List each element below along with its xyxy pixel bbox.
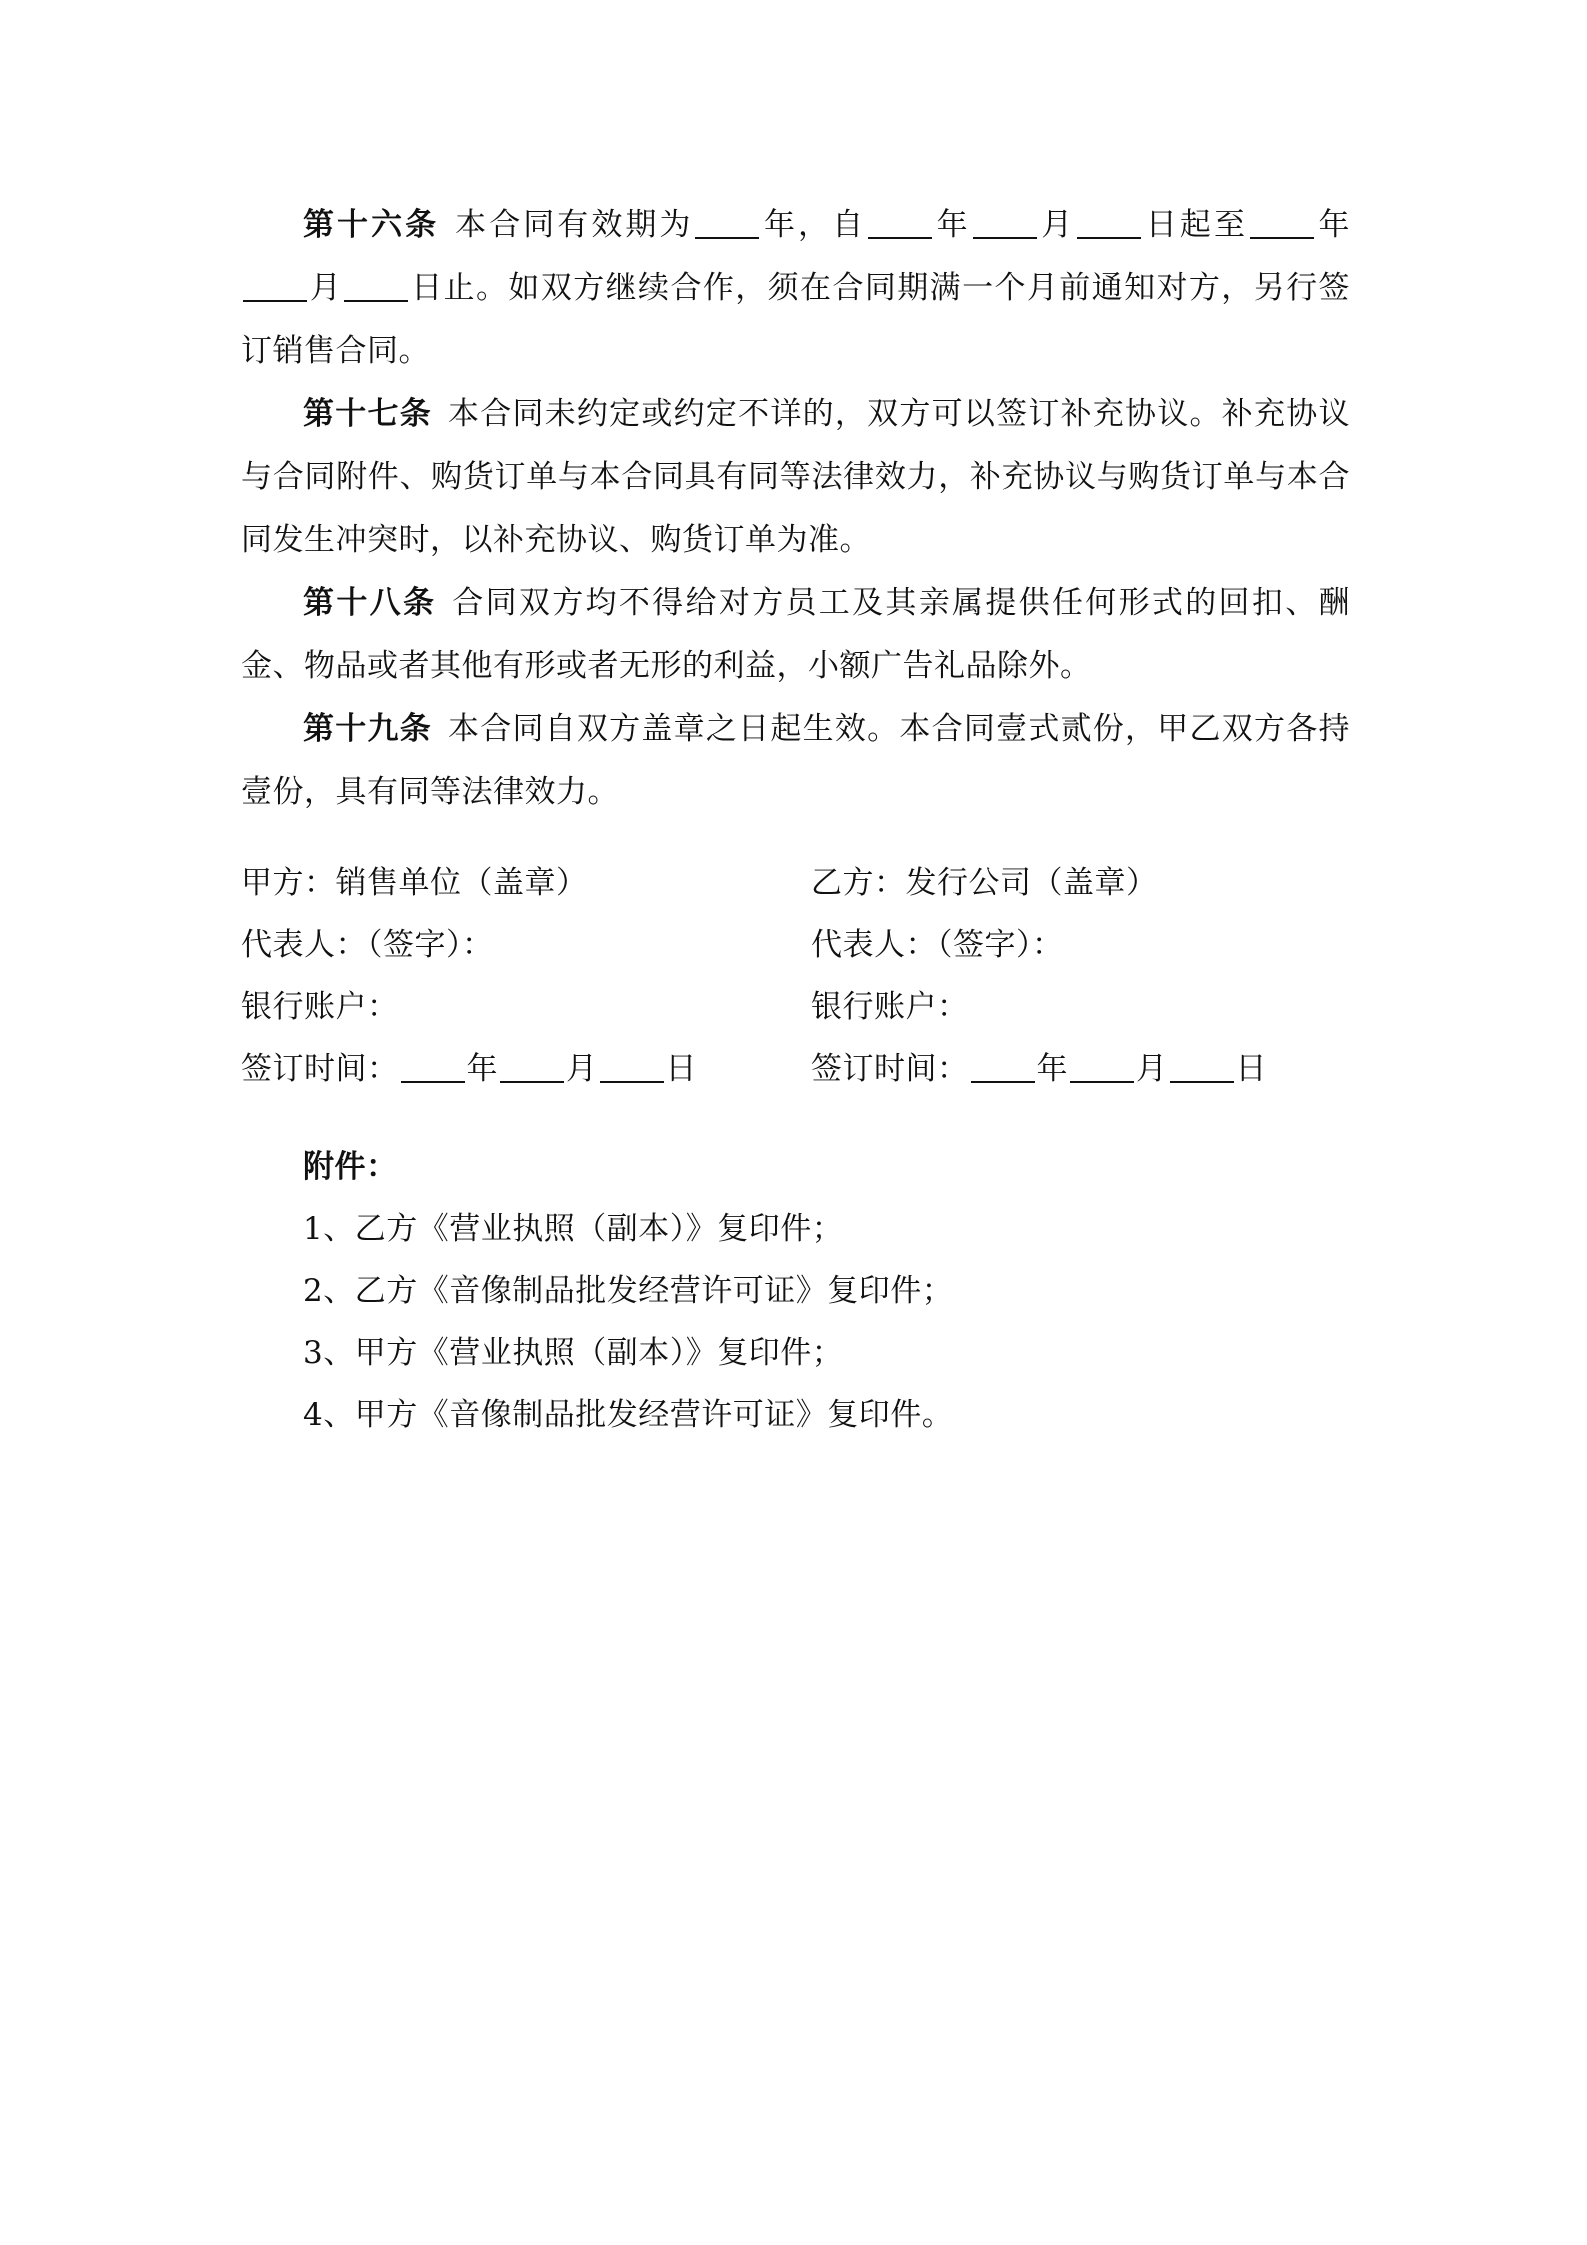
attachment-item: 3、甲方《营业执照（副本）》复印件； <box>303 1335 844 1371</box>
party-b-column <box>811 852 1350 1100</box>
document-body <box>241 194 1350 1446</box>
blank-line <box>1250 237 1314 239</box>
blank-line <box>344 300 408 302</box>
party-a-bank-account: 银行账户： <box>241 989 399 1025</box>
article-title: 第十八条 <box>303 585 437 621</box>
article-text-part: 日起至 <box>1143 207 1248 243</box>
party-b-bank-account: 银行账户： <box>811 989 969 1025</box>
blank-line <box>243 300 307 302</box>
article-text: 本合同未约定或约定不详的，双方可以签订补充协议。补充协议与合同附件、购货订单与本合同具有同等法律效力，补充协议与购货订单与本合同发生冲突时，以补充协议、购货订单为准。 <box>241 396 1350 558</box>
party-a-sign-date <box>241 1038 811 1100</box>
blank-line <box>500 1081 564 1083</box>
blank-line <box>401 1081 465 1083</box>
day-label: 日 <box>1235 1051 1267 1087</box>
attachment-item: 4、甲方《音像制品批发经营许可证》复印件。 <box>303 1397 954 1433</box>
article-text: 合同双方均不得给对方员工及其亲属提供任何形式的回扣、酬金、物品或者其他有形或者无形的利益，小额广告礼品除外。 <box>241 585 1351 684</box>
party-b-sign-date <box>811 1038 1350 1100</box>
blank-line <box>695 237 759 239</box>
year-label: 年 <box>1036 1051 1068 1087</box>
article-text-part: 本合同有效期为 <box>455 207 694 243</box>
blank-line <box>971 1081 1035 1083</box>
article-text-part: 年 <box>934 207 971 243</box>
date-label: 签订时间： <box>811 1051 969 1087</box>
article-text-part: 月 <box>309 270 343 306</box>
signature-block <box>241 852 1350 1100</box>
blank-line <box>1077 237 1141 239</box>
attachment-item: 1、乙方《营业执照（副本）》复印件； <box>303 1211 844 1247</box>
article-text-part: 日止。如双方继续合作，须在合同期满一个月前通知对方，另行签订销售合同。 <box>241 270 1351 369</box>
attachments-section <box>241 1136 1350 1446</box>
party-a-name: 甲方：销售单位（盖章） <box>241 865 588 901</box>
article-17 <box>241 383 1350 572</box>
year-label: 年 <box>466 1051 498 1087</box>
blank-line <box>1070 1081 1134 1083</box>
article-19 <box>241 698 1350 824</box>
month-label: 月 <box>1136 1051 1168 1087</box>
article-text-part: 月 <box>1038 207 1076 243</box>
article-text-part: 年，自 <box>761 207 867 243</box>
article-text-part: 年 <box>1316 207 1351 243</box>
attachments-heading: 附件： <box>303 1149 398 1185</box>
article-title: 第十七条 <box>303 396 432 432</box>
attachment-item: 2、乙方《音像制品批发经营许可证》复印件； <box>303 1273 954 1309</box>
month-label: 月 <box>566 1051 598 1087</box>
article-16 <box>241 194 1350 383</box>
blank-line <box>868 237 932 239</box>
date-label: 签订时间： <box>241 1051 399 1087</box>
party-a-representative: 代表人：（签字）： <box>241 927 494 963</box>
party-a-column <box>241 852 811 1100</box>
day-label: 日 <box>665 1051 697 1087</box>
article-title: 第十九条 <box>303 711 432 747</box>
blank-line <box>600 1081 664 1083</box>
blank-line <box>973 237 1037 239</box>
blank-line <box>1170 1081 1234 1083</box>
article-text: 本合同自双方盖章之日起生效。本合同壹式贰份，甲乙双方各持壹份，具有同等法律效力。 <box>241 711 1350 810</box>
article-title: 第十六条 <box>303 207 440 243</box>
article-18 <box>241 572 1350 698</box>
party-b-name: 乙方：发行公司（盖章） <box>811 865 1158 901</box>
party-b-representative: 代表人：（签字）： <box>811 927 1064 963</box>
